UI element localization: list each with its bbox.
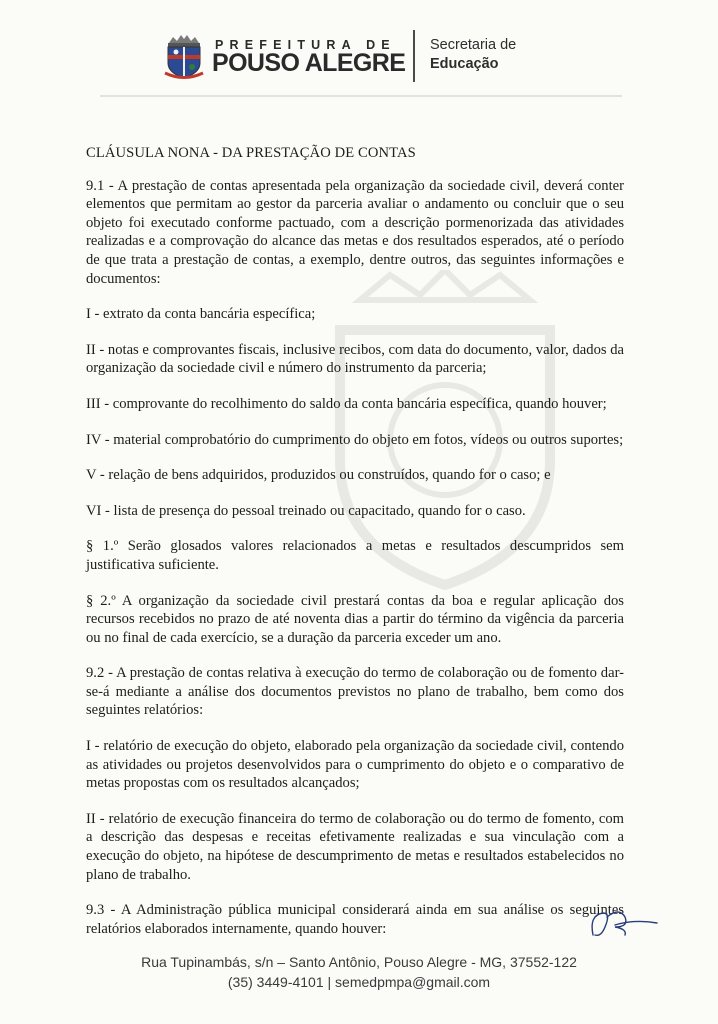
department-line-1: Secretaria de [430, 37, 517, 53]
paragraph: 9.2 - A prestação de contas relativa à execução do termo de colaboração ou de fomento dar-se-á mediante a análise dos documentos previstos no plano de trabalho, bem como dos seguintes relatórios: [86, 665, 624, 719]
paragraph: 9.1 - A prestação de contas apresentada pela organização da sociedade civil, deverá conter elementos que permitam ao gestor da parceria avaliar o andamento ou concluir que o seu objeto foi executado conforme pactuado, com a descrição pormenorizada das atividades realizadas e a comprovação do alcance das metas e dos resultados esperados, até o período de que trata a prestação de contas, a exemplo, dentre outros, das seguintes informações e documentos: [86, 177, 624, 287]
header-divider [413, 30, 415, 82]
document-body [86, 144, 624, 955]
header-rule [100, 95, 622, 97]
paragraph: 9.3 - A Administração pública municipal considerará ainda em sua análise os seguintes relatórios elaborados internamente, quando houver: [86, 902, 624, 937]
paragraph: III - comprovante do recolhimento do saldo da conta bancária específica, quando houver; [86, 395, 607, 412]
clause-heading: CLÁUSULA NONA - DA PRESTAÇÃO DE CONTAS [86, 145, 416, 161]
department-line-2: Educação [430, 56, 499, 72]
paragraph: I - relatório de execução do objeto, elaborado pela organização da sociedade civil, contendo as atividades ou projetos desenvolvidos para o cumprimento do objeto e o comparativo de metas propostas com os resultados alcançados; [86, 738, 624, 792]
paragraph: VI - lista de presença do pessoal treinado ou capacitado, quando for o caso. [86, 502, 526, 519]
signature-initials [585, 905, 660, 943]
letterhead [0, 0, 718, 100]
org-name-top: PREFEITURA DE [215, 38, 396, 52]
paragraph: II - relatório de execução financeira do termo de colaboração ou do termo de fomento, com a descrição das despesas e receitas efetivamente realizadas e sua vinculação com a execução do objeto, na hipótese de descumprimento de metas e resultados estabelecidos no plano de trabalho. [86, 810, 624, 883]
paragraph: § 1.º Serão glosados valores relacionados a metas e resultados descumpridos sem justificativa suficiente. [86, 538, 624, 573]
paragraph: I - extrato da conta bancária específica; [86, 306, 316, 323]
municipal-crest-icon [163, 33, 205, 81]
footer-contact: (35) 3449-4101 | semedpmpa@gmail.com [227, 974, 491, 990]
paragraph: V - relação de bens adquiridos, produzidos ou construídos, quando for o caso; e [86, 467, 551, 484]
paragraph: § 2.º A organização da sociedade civil prestará contas da boa e regular aplicação dos recursos recebidos no prazo de até noventa dias a partir do término da vigência da parceria ou no final de cada exercício, se a duração da parceria exceder um ano. [86, 592, 624, 646]
org-name-city: POUSO ALEGRE [212, 49, 406, 77]
paragraph: II - notas e comprovantes fiscais, inclusive recibos, com data do documento, valor, dados da organização da sociedade civil e número do instrumento da parceria; [86, 341, 624, 377]
footer-address: Rua Tupinambás, s/n – Santo Antônio, Pouso Alegre - MG, 37552-122 [141, 954, 577, 970]
department-name [430, 36, 516, 74]
page-footer [0, 952, 718, 992]
paragraph: IV - material comprobatório do cumprimento do objeto em fotos, vídeos ou outros suportes; [86, 431, 624, 448]
